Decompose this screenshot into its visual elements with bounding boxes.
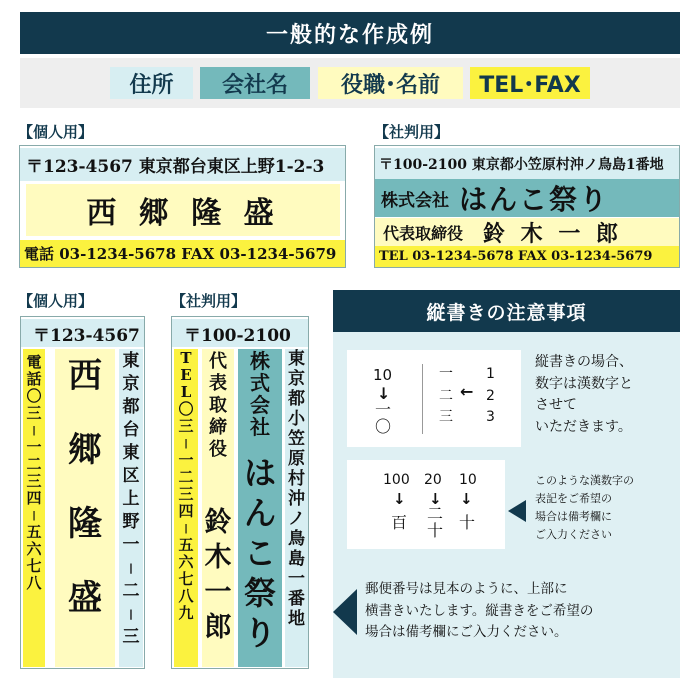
h-company-address: 〒100-2100 東京都小笠原村沖ノ鳥島1番地 [375,148,679,179]
legend-company [200,67,310,99]
h-personal-address: 〒123-4567 東京都台東区上野1-2-3 [20,148,345,181]
vertical-char: 番 [288,589,305,609]
vertical-char: 上 [122,489,140,509]
vertical-char: 話 [26,370,42,388]
vertical-char: こ [243,534,276,572]
notes-title: 縦書きの注意事項 [426,301,587,324]
box1-text-line: いただきます。 [535,419,632,436]
vertical-char: 社 [250,415,270,439]
vertical-char: 都 [288,389,305,409]
v-personal-postal: 〒123-4567 [21,319,144,347]
v-company-tel [174,349,198,667]
h-company-name: はんこ祭り [459,183,610,216]
vertical-char: 西 [68,356,102,396]
box2-text-line: このような漢数字の [535,474,634,487]
note-column-char: 1 [486,366,495,382]
h-personal-name: 西 郷 隆 盛 [26,184,340,236]
v-company-name [238,454,282,667]
v-company-address [285,349,308,667]
v-company-heading: 【社判用】 [171,292,247,310]
postal-pointer-icon [333,589,357,635]
box1-arrow-down-icon: ↓ [377,384,391,403]
vertical-char: 一 [122,535,140,555]
v-company-prefix [238,351,282,451]
box2-text-line: 場合は備考欄に [535,510,612,524]
v-personal-heading: 【個人用】 [18,292,94,310]
note-box-kanji [347,460,505,549]
box1-num: 10 [373,366,393,384]
box1-text-line: 縦書きの場合、 [535,354,633,370]
legend-title-name [318,67,463,99]
h-company-prefix: 株式会社 [381,190,449,211]
vertical-char: 都 [122,397,140,417]
vertical-char: ノ [288,509,305,529]
v-company-person [202,509,234,667]
vertical-char: 郷 [68,430,102,470]
vertical-char: 三 [26,472,42,490]
box1-kanji-text: 一〇 [374,400,391,436]
vertical-char: 一 [288,569,305,589]
vertical-char: 東 [288,349,305,369]
vertical-char: 鈴 [204,507,232,538]
vertical-char: 笠 [288,429,305,449]
vertical-char: 会 [250,393,270,417]
h-company-title-row [375,218,679,246]
box2-num-10: 10 [459,472,477,488]
vertical-char: | [183,437,189,449]
vertical-char: 六 [178,553,194,571]
box1-text-line: させて [535,397,577,414]
v-personal-stamp [20,316,145,669]
vertical-char: 三 [178,417,194,435]
h-personal-stamp [19,145,346,268]
vertical-char: 原 [288,449,305,469]
vertical-char: 代 [209,351,227,372]
note-column-char: 二 [439,387,453,404]
postal-note [365,579,593,644]
h-personal-tel: 電話 03-1234-5678 FAX 03-1234-5679 [20,240,345,267]
postal-note-line: 横書きいたします。縦書きをご希望の [365,602,594,619]
vertical-char: 締 [209,417,227,438]
vertical-char: 郎 [204,612,232,643]
postal-note-line: 場合は備考欄にご入力ください。 [365,624,568,641]
legend-tel-fax [470,67,590,99]
vertical-char: 三 [26,404,42,422]
legend-title-name-label: 役職･名前 [340,72,440,98]
note-column-char: 一 [439,366,453,382]
v-company-postal: 〒100-2100 [172,319,308,347]
box2-num-100: 100 [383,472,410,488]
h-company-name-row [375,179,679,217]
legend-tel-fax-label: TEL･FAX [479,72,581,98]
vertical-char: 三 [122,627,140,647]
vertical-char: り [243,614,276,652]
h-personal-heading: 【個人用】 [18,123,94,141]
vertical-char: 一 [204,577,232,608]
vertical-char: 地 [288,609,305,629]
vertical-char: T [180,349,192,367]
vertical-char: | [31,509,37,521]
note-column-char: 3 [486,409,495,426]
box2-arrow-down-icon: ↓ [460,490,473,508]
vertical-char: 株 [250,349,270,373]
box2-arrow-down-icon: ↓ [429,490,442,508]
vertical-char: 祭 [243,574,276,612]
note-column-char: 三 [439,409,453,426]
box2-pointer-icon [508,500,526,522]
banner-title: 一般的な作成例 [265,22,434,48]
vertical-char: 二 [178,468,194,486]
legend-address [110,67,193,99]
vertical-char: 島 [288,549,305,569]
vertical-char: 五 [26,523,42,541]
box2-text-line: ご入力ください [535,528,612,542]
vertical-char: | [128,562,134,575]
vertical-char: 東 [122,443,140,463]
vertical-char: 京 [288,369,305,389]
v-personal-tel [23,349,45,667]
box1-text-line: 数字は漢数字と [535,375,633,392]
vertical-char: 盛 [68,578,102,618]
vertical-char: 一 [26,438,42,456]
vertical-char: 七 [178,570,194,588]
vertical-char: 小 [288,409,305,429]
vertical-char: E [180,366,192,384]
vertical-char: 鳥 [288,529,305,549]
vertical-char: 役 [209,439,227,460]
v-personal-name [55,349,115,667]
box1-kanji-column [439,364,453,429]
vertical-char: 〇 [178,400,194,418]
vertical-char: 六 [26,540,42,558]
page-banner [20,12,680,54]
v-personal-address [119,349,143,667]
vertical-char: 二 [122,581,140,601]
vertical-char: 村 [288,469,305,489]
box1-kanji [373,402,393,436]
note-column-char: 2 [486,387,495,404]
box2-kanji-100: 百 [391,513,408,532]
legend-address-label: 住所 [129,72,174,98]
h-company-heading: 【社判用】 [374,123,450,141]
vertical-char: | [31,424,37,436]
vertical-char: 二 [26,455,42,473]
vertical-char: 五 [178,536,194,554]
vertical-char: 京 [122,374,140,394]
note-box-numerals [347,350,521,447]
vertical-char: 木 [204,542,232,573]
vertical-char: 東 [122,351,140,371]
box2-kanji-10: 十 [459,513,476,532]
vertical-char: 四 [26,489,42,507]
h-company-stamp [374,145,680,268]
vertical-char: | [183,522,189,534]
h-company-person: 鈴 木 一 郎 [483,220,622,246]
vertical-char: 〇 [26,387,42,405]
vertical-char: 野 [122,512,140,532]
legend-company-label: 会社名 [221,72,288,98]
h-company-title: 代表取締役 [383,223,464,243]
vertical-char: 取 [209,395,227,416]
vertical-char: 沖 [288,489,305,509]
vertical-char: 四 [178,502,194,520]
vertical-char: 式 [250,371,270,395]
box2-text [535,472,634,545]
postal-note-line: 郵便番号は見本のように、上部に [365,581,568,597]
vertical-char: 七 [26,557,42,575]
vertical-char: ん [243,494,276,532]
box1-digit-column [486,364,495,429]
h-company-tel: TEL 03-1234-5678 FAX 03-1234-5679 [375,246,679,267]
vertical-char: | [128,608,134,621]
box1-divider [422,364,423,434]
vertical-char: 八 [178,587,194,605]
vertical-char: 九 [178,604,194,622]
vertical-char: 電 [26,353,42,371]
vertical-char: は [243,454,276,492]
vertical-char: 八 [26,574,42,592]
vertical-char: 区 [122,466,140,486]
vertical-char: 三 [178,485,194,503]
vertical-char: 隆 [68,504,102,544]
vertical-char: L [180,383,192,401]
v-company-stamp [171,316,309,669]
box2-text-line: 表記をご希望の [535,492,612,506]
vertical-char: 台 [122,420,140,440]
vertical-char: 一 [178,451,194,469]
box1-arrow-left-icon: ← [460,382,474,401]
box2-arrow-down-icon: ↓ [393,490,406,508]
vertical-char: 表 [209,373,227,394]
box2-kanji-20: 二十 [427,504,444,540]
notes-header [333,290,680,332]
box2-num-20: 20 [424,472,442,488]
box1-text [535,352,633,439]
